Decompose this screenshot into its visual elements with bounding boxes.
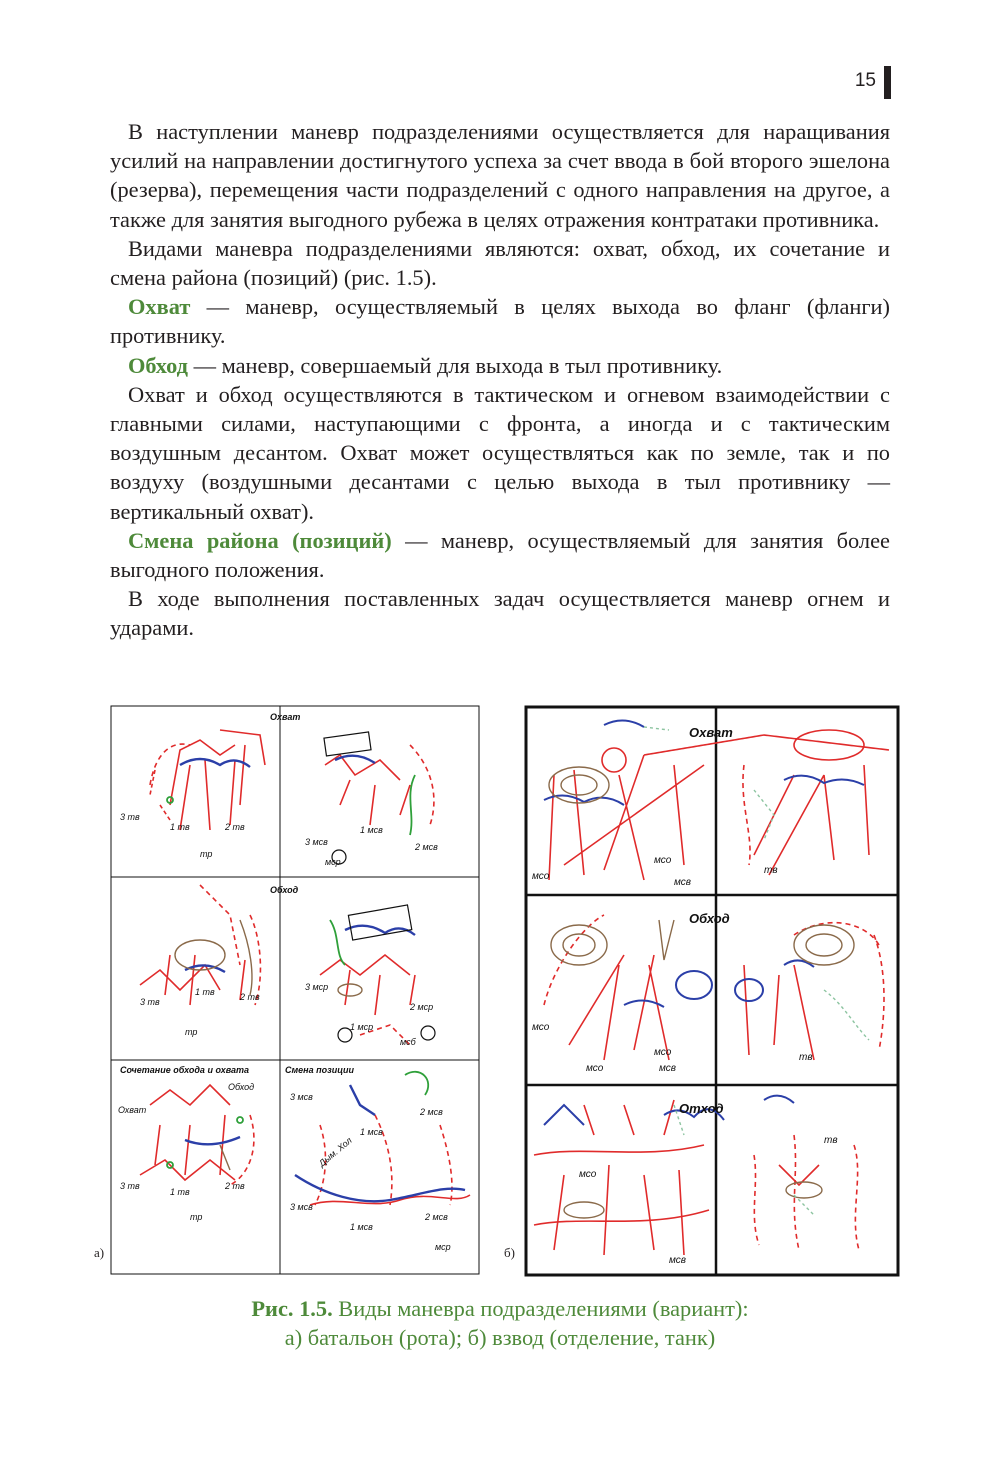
term: Охват — [128, 294, 191, 320]
unit-label: 2 тв — [225, 822, 245, 832]
unit-label: 3 мсв — [305, 837, 328, 847]
unit-label: мсо — [532, 871, 550, 882]
unit-label: Охват — [118, 1105, 147, 1115]
unit-label: 1 мсв — [360, 1127, 383, 1137]
body-text — [110, 117, 890, 643]
title-okhvat-b: Охват — [689, 725, 733, 740]
paragraph: Видами маневра подразделениями являются: охват, обход, их сочетание и смена района (позиций) (рис. 1.5). — [110, 235, 890, 291]
unit-label: 1 мсв — [360, 825, 383, 835]
term: Обход — [128, 352, 188, 378]
figure-panel-a — [110, 705, 480, 1275]
definition: — маневр, осуществляемый для занятия более выгодного положения. — [110, 527, 890, 583]
unit-label: мсо — [532, 1022, 550, 1033]
unit-label: 2 тв — [240, 992, 260, 1002]
unit-label: 2 мср — [410, 1002, 434, 1012]
paragraph: В наступлении маневр подразделениями осуществляется для наращивания усилий на направлении достигнутого успеха за счет ввода в бой второго эшелона (резерва), перемещения части подразделений с одного направления на другое, а также для занятия выгодного рубежа в целях отражения контратаки противника. — [110, 119, 890, 232]
unit-label: мсо — [654, 1047, 672, 1058]
page-number: 15 — [854, 70, 876, 91]
paragraph — [110, 526, 890, 584]
unit-label: тв — [799, 1052, 813, 1063]
title-obkhod-b: Обход — [689, 911, 730, 926]
unit-label: 3 тв — [140, 997, 160, 1007]
unit-label: 3 мсв — [290, 1092, 313, 1102]
sublabel-b: б) — [504, 1245, 515, 1260]
caption-label: Рис. 1.5. — [251, 1296, 333, 1321]
diagram-b — [524, 705, 900, 1277]
figure-panel-b — [524, 705, 900, 1277]
unit-label: мсо — [586, 1063, 604, 1074]
page-number-bar — [884, 66, 891, 99]
unit-label: мср — [435, 1242, 451, 1252]
figure — [92, 705, 900, 1277]
paragraph — [110, 292, 890, 350]
definition: — маневр, осуществляемый в целях выхода во фланг (фланги) противнику. — [110, 294, 890, 349]
title-okhvat-a: Охват — [270, 712, 301, 722]
unit-label: тв — [764, 865, 778, 876]
caption-text: Виды маневра подразделениями (вариант): — [332, 1296, 749, 1321]
title-otkhod-b: Отход — [679, 1101, 724, 1116]
sublabel-a: а) — [94, 1245, 105, 1260]
unit-label: мср — [325, 857, 341, 867]
diagram-a — [110, 705, 480, 1275]
unit-label: тв — [824, 1135, 838, 1146]
unit-label: 1 тв — [170, 1187, 190, 1197]
unit-label: 3 тв — [120, 1181, 140, 1191]
title-combo: Сочетание обхода и охвата — [120, 1065, 250, 1075]
unit-label: 1 мср — [350, 1022, 374, 1032]
unit-label: тр — [200, 849, 213, 859]
paragraph: Охват и обход осуществляются в тактическом и огневом взаимодействии с главными силами, наступающими с фронта, а иногда и с тактическим воздушным десантом. Охват может осуществляться как по земле, так и по воздуху (воздушными десантами с целью выхода в тыл противнику — вертикальный охват). — [110, 381, 890, 524]
unit-label: 2 мсв — [415, 842, 438, 852]
term: Смена района (позиций) — [128, 527, 392, 553]
paragraph — [110, 351, 890, 380]
unit-label: мсв — [669, 1255, 686, 1266]
definition: — маневр, совершаемый для выхода в тыл противнику. — [187, 352, 723, 378]
unit-label: 1 тв — [195, 987, 215, 997]
unit-label: тр — [190, 1212, 203, 1222]
figure-caption — [110, 1294, 890, 1352]
unit-label: 3 тв — [120, 812, 140, 822]
paragraph: В ходе выполнения поставленных задач осуществляется маневр огнем и ударами. — [110, 586, 890, 641]
caption-line-1 — [110, 1294, 890, 1323]
unit-label: мсв — [674, 877, 691, 888]
title-obkhod-a: Обход — [270, 885, 299, 895]
unit-label: 2 тв — [225, 1181, 245, 1191]
unit-label: 2 мсв — [425, 1212, 448, 1222]
unit-label: 3 мср — [305, 982, 329, 992]
unit-label: 3 мсв — [290, 1202, 313, 1212]
unit-label: Обход — [228, 1082, 255, 1092]
unit-label: мсо — [579, 1169, 597, 1180]
unit-label: мсб — [400, 1037, 416, 1047]
caption-line-2: а) батальон (рота); б) взвод (отделение, танк) — [284, 1325, 716, 1350]
unit-label: 2 мсв — [420, 1107, 443, 1117]
unit-label: мсо — [654, 855, 672, 866]
unit-label: Дым. Хол — [316, 1135, 354, 1169]
unit-label: мсв — [659, 1063, 676, 1074]
unit-label: тр — [185, 1027, 198, 1037]
title-smena: Смена позиции — [285, 1065, 354, 1075]
unit-label: 1 тв — [170, 822, 190, 832]
unit-label: 1 мсв — [350, 1222, 373, 1232]
